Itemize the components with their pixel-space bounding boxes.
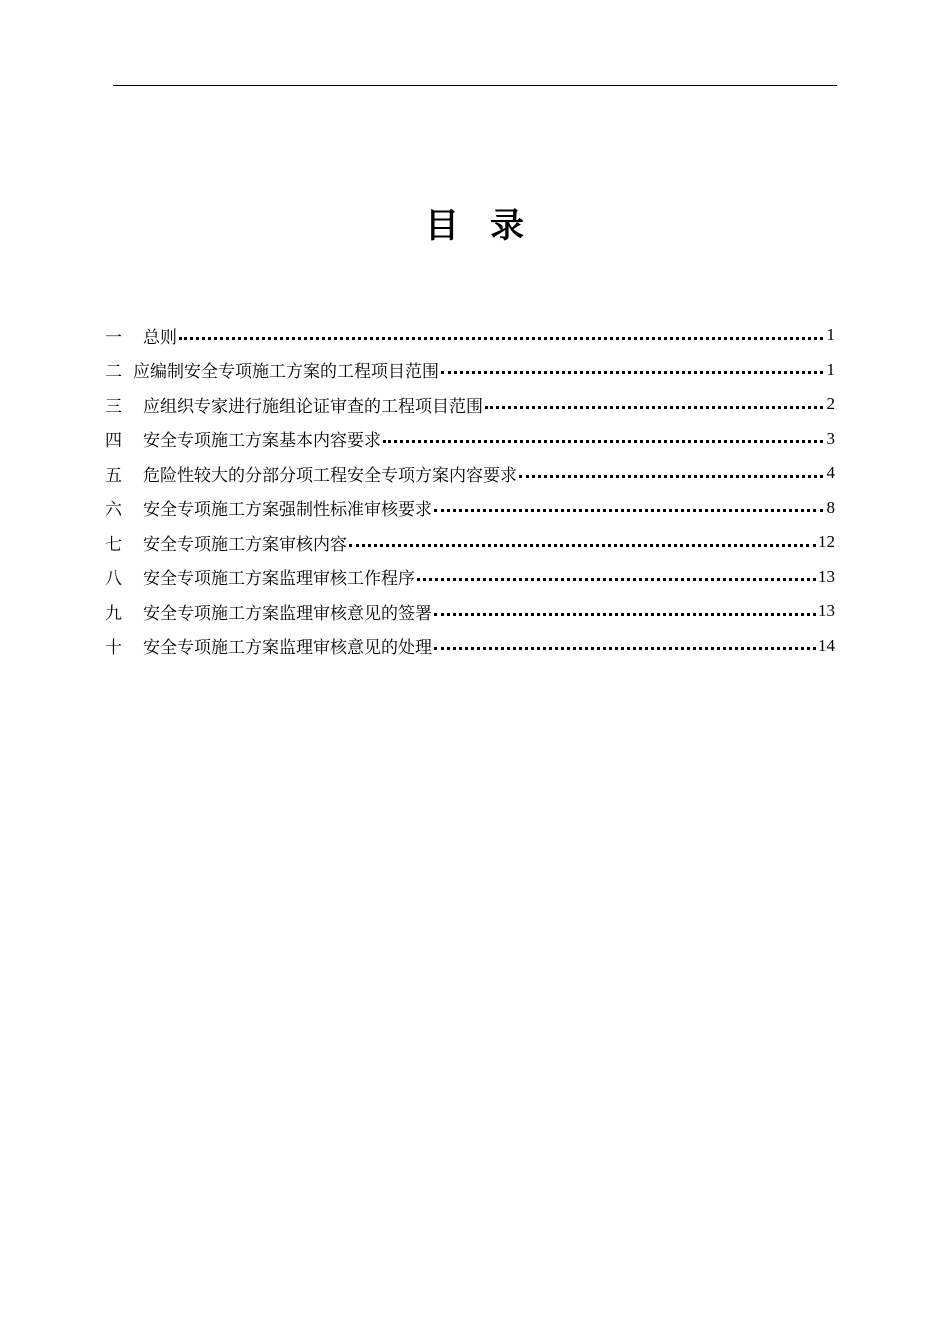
toc-entry-page: 3 bbox=[826, 428, 835, 448]
toc-entry[interactable] bbox=[105, 491, 835, 526]
toc-entry[interactable] bbox=[105, 629, 835, 664]
toc-entry-number: 四 bbox=[105, 431, 122, 452]
toc-leader-dots bbox=[383, 440, 823, 443]
toc-entry[interactable] bbox=[105, 594, 835, 629]
toc-entry[interactable] bbox=[105, 422, 835, 457]
toc-leader-dots bbox=[441, 371, 823, 374]
toc-leader-dots bbox=[434, 509, 823, 512]
toc-entry-page: 14 bbox=[818, 635, 835, 655]
toc-leader-dots bbox=[434, 647, 816, 650]
toc-entry-page: 13 bbox=[818, 601, 835, 621]
toc-leader-dots bbox=[417, 578, 816, 581]
toc-entry-title: 安全专项施工方案强制性标准审核要求 bbox=[143, 500, 432, 521]
toc-entry-title: 安全专项施工方案监理审核意见的处理 bbox=[143, 638, 432, 659]
toc-entry[interactable] bbox=[105, 318, 835, 353]
toc-leader-dots bbox=[519, 475, 823, 478]
toc-entry-number: 六 bbox=[105, 500, 122, 521]
toc-entry[interactable] bbox=[105, 353, 835, 388]
toc-entry-page: 12 bbox=[818, 532, 835, 552]
toc-entry[interactable] bbox=[105, 525, 835, 560]
toc-entry-page: 1 bbox=[826, 359, 835, 379]
toc-entry-number: 八 bbox=[105, 569, 122, 590]
toc-entry-title: 总则 bbox=[143, 327, 177, 348]
page-title bbox=[0, 198, 950, 247]
toc-entry-number: 三 bbox=[105, 396, 122, 417]
toc-entry-number: 一 bbox=[105, 327, 122, 348]
toc-leader-dots bbox=[349, 544, 816, 547]
toc-entry-page: 4 bbox=[826, 463, 835, 483]
toc-entry-title: 应编制安全专项施工方案的工程项目范围 bbox=[133, 362, 439, 383]
toc-entry-page: 13 bbox=[818, 566, 835, 586]
toc-entry-title: 安全专项施工方案基本内容要求 bbox=[143, 431, 381, 452]
toc-entry-title: 应组织专家进行施组论证审查的工程项目范围 bbox=[143, 396, 483, 417]
toc-entry[interactable] bbox=[105, 387, 835, 422]
toc-leader-dots bbox=[179, 337, 823, 340]
toc-entry[interactable] bbox=[105, 560, 835, 595]
toc-entry-number: 二 bbox=[105, 362, 122, 383]
title-char: 目 bbox=[425, 206, 460, 246]
toc-entry-title: 危险性较大的分部分项工程安全专项方案内容要求 bbox=[143, 465, 517, 486]
toc-leader-dots bbox=[434, 613, 816, 616]
toc-entry-number: 七 bbox=[105, 534, 122, 555]
toc-entry-title: 安全专项施工方案监理审核工作程序 bbox=[143, 569, 415, 590]
toc-entry-page: 1 bbox=[826, 325, 835, 345]
toc-entry-number: 十 bbox=[105, 638, 122, 659]
table-of-contents bbox=[105, 318, 835, 663]
toc-entry-number: 九 bbox=[105, 603, 122, 624]
toc-leader-dots bbox=[485, 406, 823, 409]
toc-entry-title: 安全专项施工方案审核内容 bbox=[143, 534, 347, 555]
header-rule bbox=[113, 85, 837, 86]
toc-entry-title: 安全专项施工方案监理审核意见的签署 bbox=[143, 603, 432, 624]
toc-entry-page: 2 bbox=[826, 394, 835, 414]
toc-entry-number: 五 bbox=[105, 465, 122, 486]
toc-entry[interactable] bbox=[105, 456, 835, 491]
toc-entry-page: 8 bbox=[826, 497, 835, 517]
title-char: 录 bbox=[490, 206, 525, 246]
